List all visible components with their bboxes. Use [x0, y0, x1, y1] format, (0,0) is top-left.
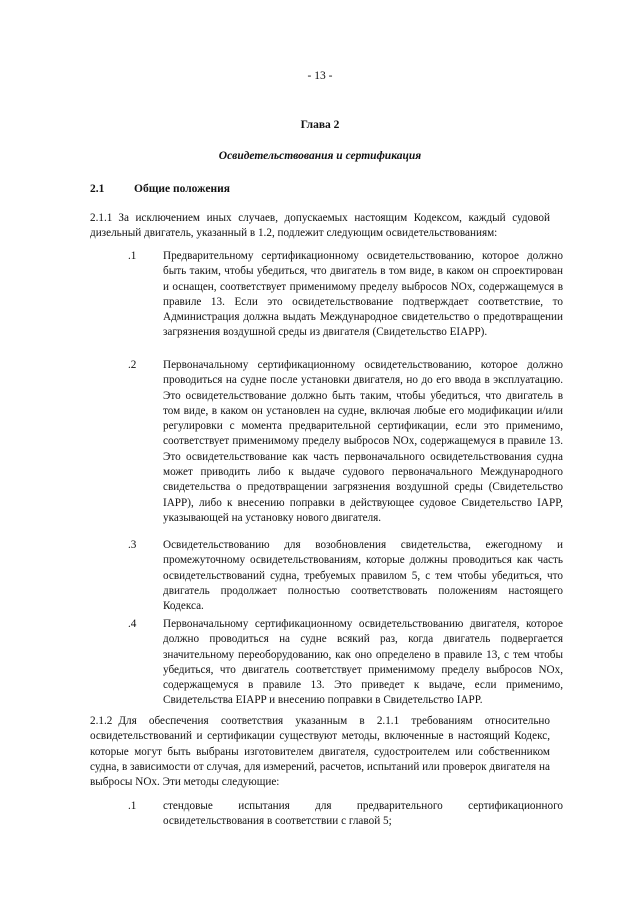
list-item: Освидетельствованию для возобновления свидетельства, ежегодному и промежуточному освидетельствованиям, которые должны проводиться как часть освидетельствований судна, требуемых правилом 5, с тем чтобы убедиться, что двигатель продолжает полностью соответствовать положениям настоящего Кодекса.	[163, 539, 563, 613]
list-item-number: .2	[128, 359, 137, 371]
paragraph-text: За исключением иных случаев, допускаемых настоящим Кодексом, каждый судовой дизельный двигатель, указанный в 1.2, подлежит следующим освидетельствованиям:	[90, 212, 550, 240]
paragraph-2-1-2	[90, 714, 550, 790]
section-number: 2.1	[90, 183, 105, 195]
section-heading	[90, 183, 230, 195]
list-item: Первоначальному сертификационному освидетельствованию, которое должно проводиться на судне после установки двигателя, но до его ввода в эксплуатацию. Это освидетельствование должно быть таким, чтобы убедиться, что двигатель в том виде, в каком он установлен на судне, включая любые его модификации и/или регулировки с момента предварительной сертификации, если это применимо, соответствует применимому пределу выбросов NOx, содержащемуся в правиле 13. Это освидетельствование как часть первоначального освидетельствования судна может приводить либо к выдаче судового первоначального Международного свидетельства о предотвращении загрязнения воздушной среды (Свидетельство IAPP), либо к внесению поправки в действующее судовое Свидетельство IAPP, указывающей на установку нового двигателя.	[163, 359, 563, 524]
page-number: - 13 -	[307, 70, 333, 82]
paragraph-number: 2.1.1	[90, 212, 113, 224]
paragraph-text: Для обеспечения соответствия указанным в 2.1.1 требованиям относительно освидетельствований и сертификации существуют методы, включенные в настоящий Кодекс, которые могут быть выбраны изготовителем двигателя, судостроителем или собственником судна, в зависимости от случая, для измерений, расчетов, испытаний или проверок двигателя на выбросы NOx. Эти методы следующие:	[90, 715, 550, 789]
list-item-number: .1	[128, 800, 137, 812]
paragraph-number: 2.1.2	[90, 715, 113, 727]
list-item-number: .1	[128, 250, 137, 262]
list-item: стендовые испытания для предварительного сертификационного освидетельствования в соответствии с главой 5;	[163, 800, 563, 828]
list-item-number: .4	[128, 618, 137, 630]
list-item-number: .3	[128, 539, 137, 551]
list-item: Первоначальному сертификационному освидетельствованию двигателя, которое должно проводиться на судне всякий раз, когда двигатель подвергается значительному переоборудованию, как оно определено в правиле 13, с тем чтобы убедиться, что двигатель соответствует применимому пределу выбросов NOx, содержащемуся в правиле 13. Это приведет к выдаче, если применимо, Свидетельства EIAPP и внесению поправки в Свидетельство IAPP.	[163, 618, 563, 707]
section-title: Общие положения	[134, 183, 230, 195]
chapter-subtitle: Освидетельствования и сертификация	[218, 150, 422, 162]
paragraph-2-1-1	[90, 211, 550, 242]
list-item: Предварительному сертификационному освидетельствованию, которое должно быть таким, чтобы убедиться, что двигатель в том виде, в каком он спроектирован и оснащен, соответствует применимому пределу выбросов NOx, содержащемуся в правиле 13. Если это освидетельствование подтверждает соответствие, то Администрация должна выдать Международное свидетельство о предотвращении загрязнения воздушной среды из двигателя (Свидетельство EIAPP).	[163, 250, 563, 339]
chapter-title: Глава 2	[300, 119, 340, 131]
